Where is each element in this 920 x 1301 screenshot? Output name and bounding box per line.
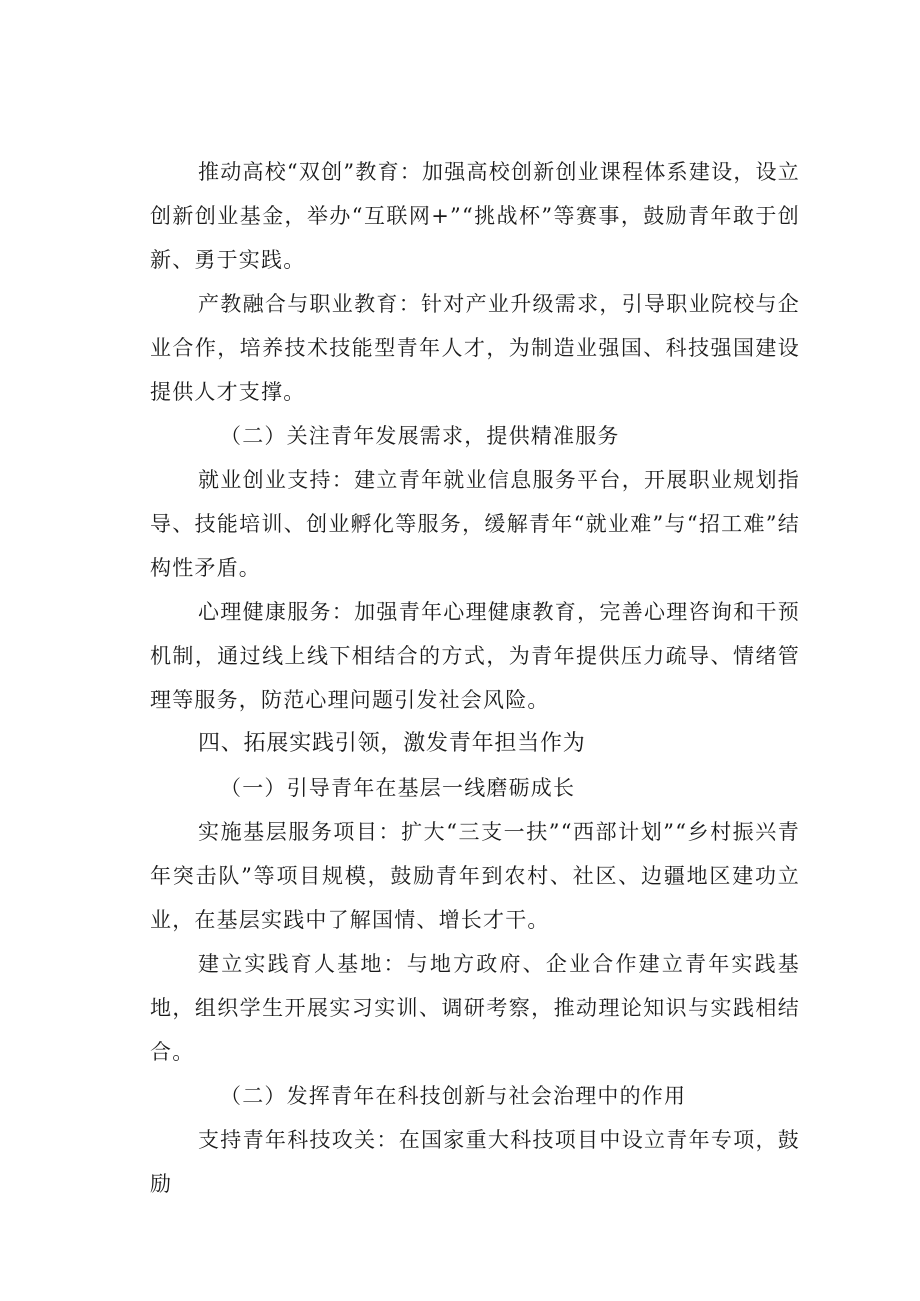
subheading-tech-innovation: （二）发挥青年在科技创新与社会治理中的作用 (220, 1084, 687, 1108)
paragraph-innovation-education: 推动高校“双创”教育：加强高校创新创业课程体系建设，设立创新创业基金，举办“互联网+”“挑战杯”等赛事，鼓励青年敢于创新、勇于实践。 (150, 160, 800, 272)
paragraph-mental-health: 心理健康服务：加强青年心理健康教育，完善心理咨询和干预机制，通过线上线下相结合的方式，为青年提供压力疏导、情绪管理等服务，防范心理问题引发社会风险。 (150, 600, 800, 712)
paragraph-grassroots-projects: 实施基层服务项目：扩大“三支一扶”“西部计划”“乡村振兴青年突击队”等项目规模，鼓励青年到农村、社区、边疆地区建功立业，在基层实践中了解国情、增长才干。 (150, 820, 800, 932)
paragraph-vocational-education: 产教融合与职业教育：针对产业升级需求，引导职业院校与企业合作，培养技术技能型青年人才，为制造业强国、科技强国建设提供人才支撑。 (150, 292, 800, 404)
paragraph-tech-support: 支持青年科技攻关：在国家重大科技项目中设立青年专项，鼓励 (150, 1128, 800, 1196)
subheading-grassroots: （一）引导青年在基层一线磨砺成长 (220, 776, 576, 800)
document-body (150, 150, 800, 1206)
paragraph-employment-support: 就业创业支持：建立青年就业信息服务平台，开展职业规划指导、技能培训、创业孵化等服务，缓解青年“就业难”与“招工难”结构性矛盾。 (150, 468, 800, 580)
subheading-youth-needs: （二）关注青年发展需求，提供精准服务 (220, 424, 620, 448)
section-heading-practice: 四、拓展实践引领，激发青年担当作为 (198, 731, 586, 756)
paragraph-practice-bases: 建立实践育人基地：与地方政府、企业合作建立青年实践基地，组织学生开展实习实训、调研考察，推动理论知识与实践相结合。 (150, 952, 800, 1064)
